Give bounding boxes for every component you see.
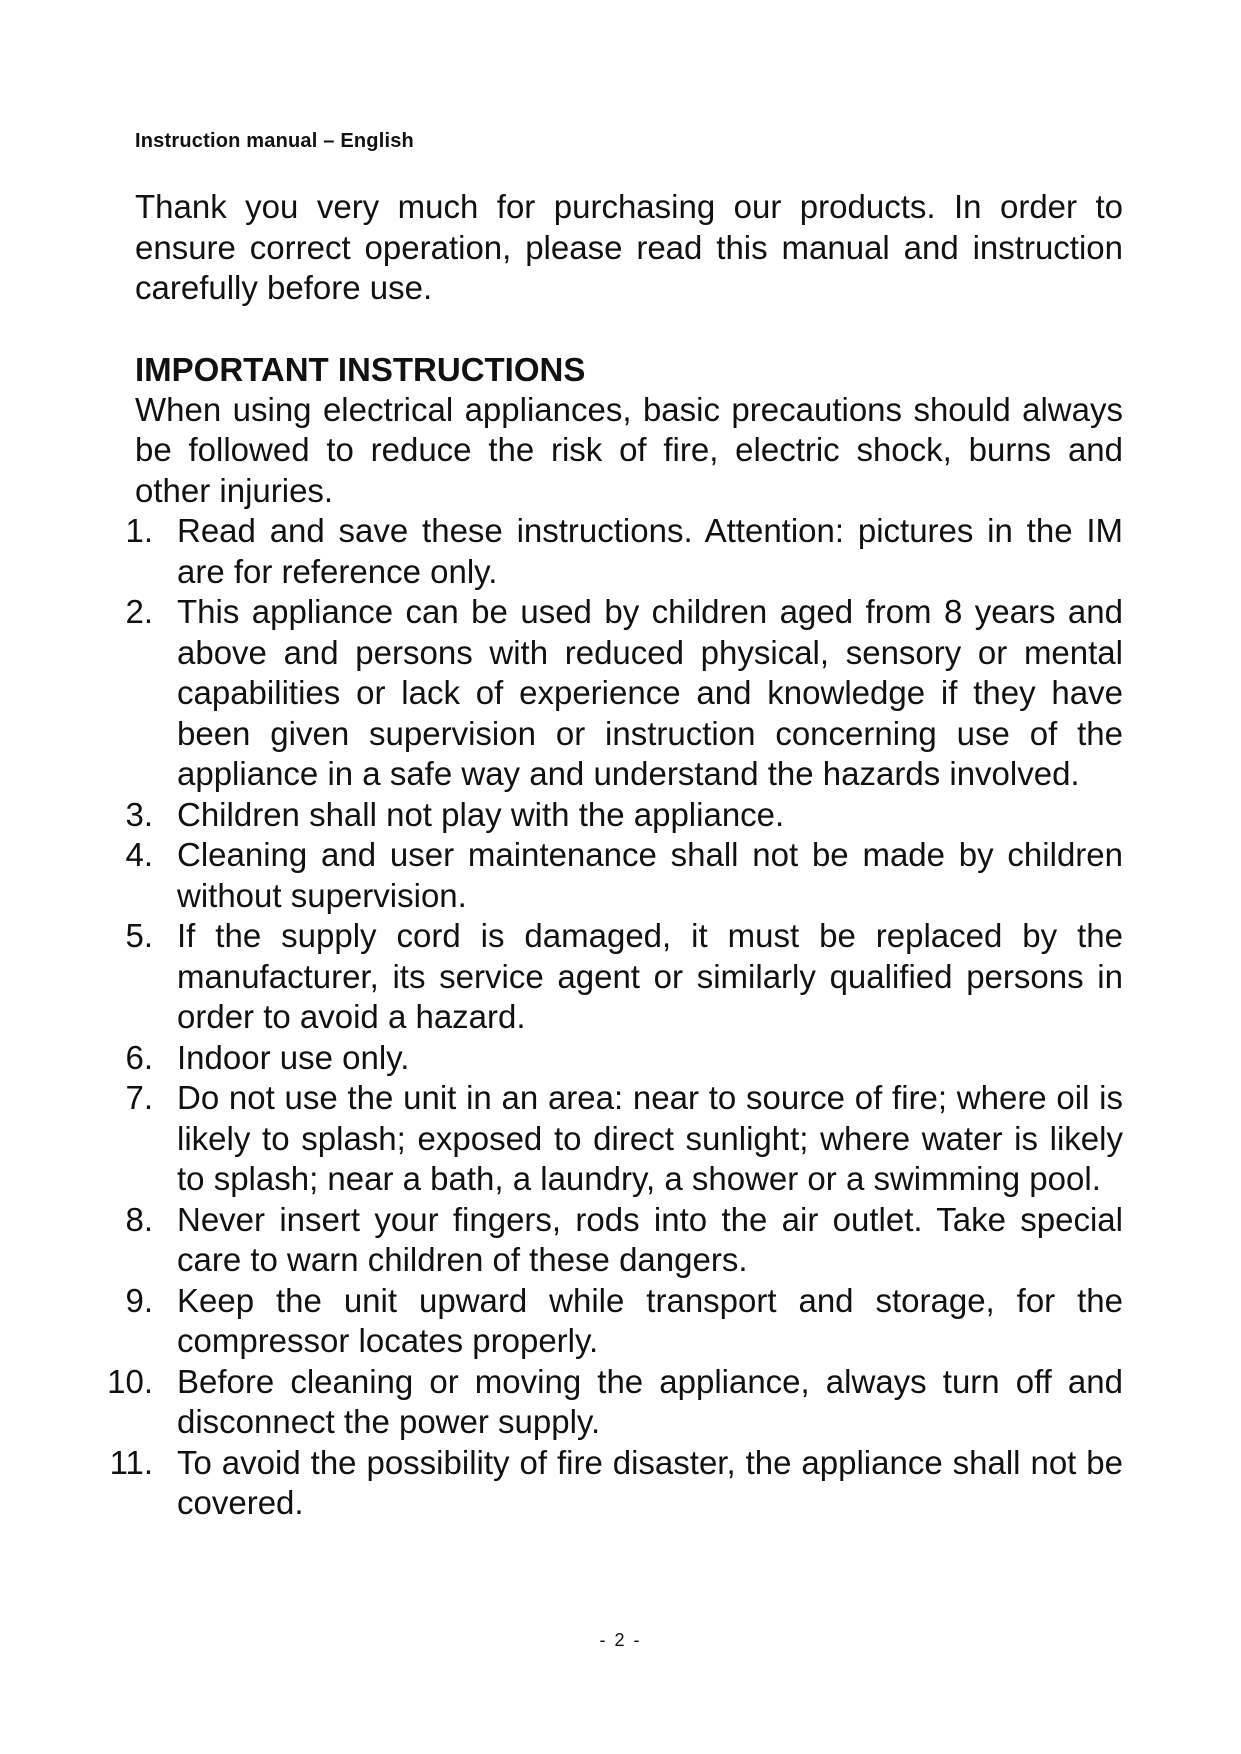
item-text: Before cleaning or moving the appliance, always turn off and disconnect the power supply.: [177, 1362, 1123, 1440]
item-number: 2.: [125, 593, 153, 630]
list-item: [125, 1281, 1123, 1362]
intro-paragraph: Thank you very much for purchasing our products. In order to ensure correct operation, please read this manual and instruction carefully before use.: [135, 188, 1123, 306]
list-item: [125, 592, 1123, 795]
item-text: Cleaning and user maintenance shall not be made by children without supervision.: [177, 836, 1123, 914]
item-number: 5.: [125, 917, 153, 954]
page-number: - 2 -: [599, 1630, 642, 1650]
item-number: 9.: [125, 1281, 153, 1319]
item-text: This appliance can be used by children aged from 8 years and above and persons with reduced physical, sensory or mental capabilities or lack of experience and knowledge if they have been given supervision or instruction concerning use of the appliance in a safe way and understand the hazards involved.: [177, 593, 1123, 792]
item-text: Keep the unit upward while transport and storage, for the compressor locates properly.: [177, 1281, 1123, 1359]
list-item: [125, 835, 1123, 916]
list-item: [125, 511, 1123, 592]
list-item: [125, 1038, 1123, 1079]
list-item: [107, 1362, 1123, 1443]
item-text: Read and save these instructions. Attention: pictures in the IM are for reference only.: [177, 512, 1123, 590]
item-number: 8.: [125, 1200, 153, 1238]
section-lead: When using electrical appliances, basic precautions should always be followed to reduce the risk of fire, electric shock, burns and other injuries.: [135, 390, 1123, 509]
item-number: 10.: [107, 1362, 153, 1400]
item-number: 11.: [109, 1443, 153, 1481]
item-text: Do not use the unit in an area: near to source of fire; where oil is likely to splash; exposed to direct sunlight; where water is likely to splash; near a bath, a laundry, a shower or a swimming pool.: [177, 1079, 1123, 1197]
list-item: [109, 1443, 1123, 1524]
item-text: Indoor use only.: [177, 1038, 410, 1076]
page-content: [107, 187, 1123, 1524]
item-number: 6.: [125, 1038, 153, 1076]
list-item: [125, 916, 1123, 1038]
item-text: To avoid the possibility of fire disaster, the appliance shall not be covered.: [177, 1443, 1123, 1521]
list-item: [125, 1078, 1123, 1200]
item-number: 7.: [125, 1079, 153, 1116]
item-text: Never insert your fingers, rods into the air outlet. Take special care to warn children of these dangers.: [177, 1200, 1123, 1278]
page-header: Instruction manual – English: [135, 130, 414, 152]
item-number: 1.: [125, 512, 153, 549]
section-title: IMPORTANT INSTRUCTIONS: [135, 350, 586, 388]
item-text: If the supply cord is damaged, it must be replaced by the manufacturer, its service agent or similarly qualified persons in order to avoid a hazard.: [177, 917, 1123, 1035]
list-item: [125, 795, 1123, 836]
instruction-list: [107, 511, 1123, 1524]
item-text: Children shall not play with the appliance.: [177, 795, 785, 833]
list-item: [125, 1200, 1123, 1281]
item-number: 4.: [125, 836, 153, 873]
item-number: 3.: [125, 795, 153, 833]
